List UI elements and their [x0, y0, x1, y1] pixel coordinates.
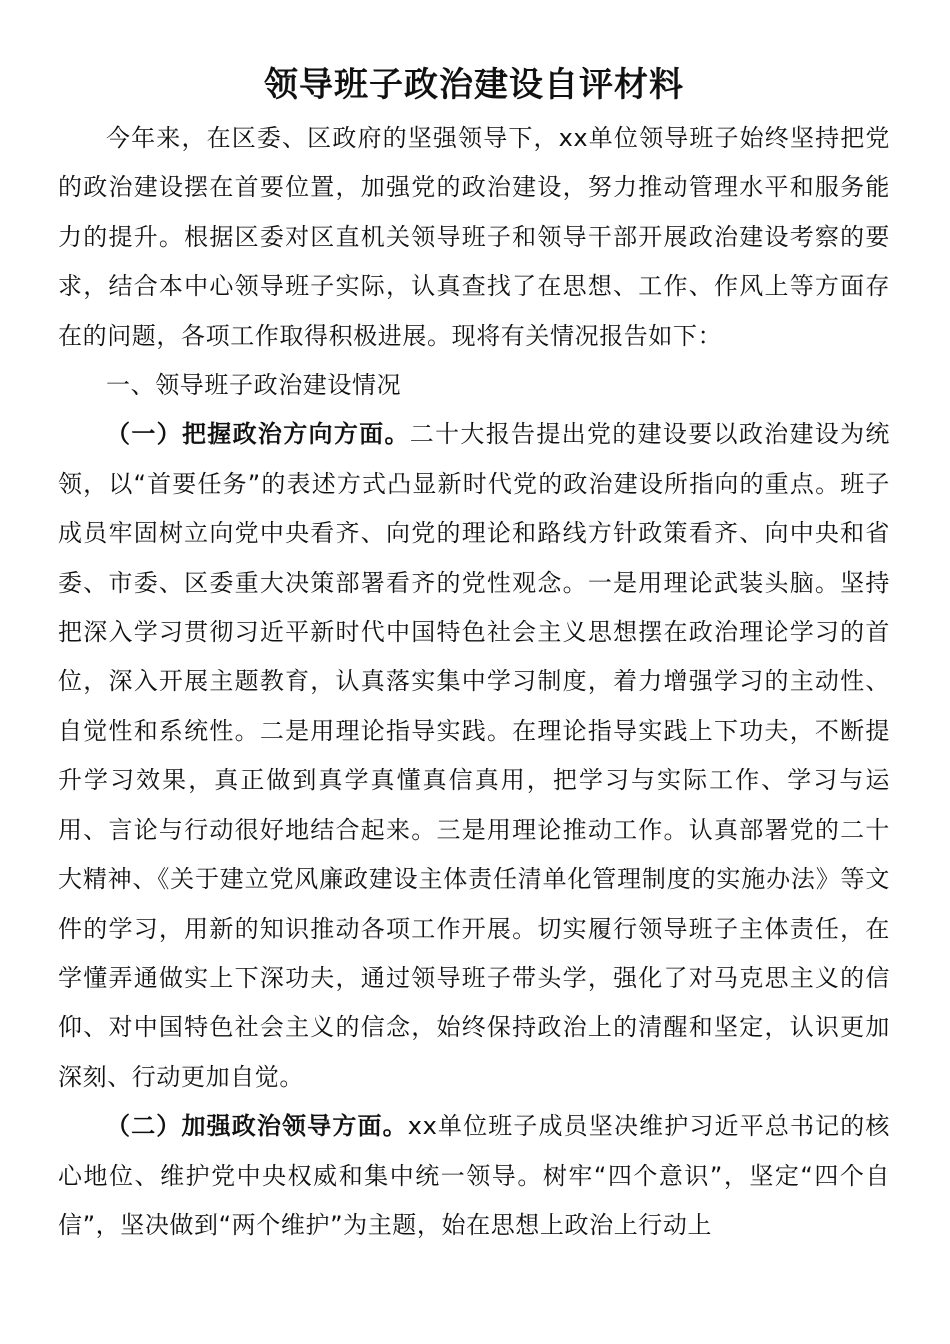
item-2-lead: （二）加强政治领导方面。: [106, 1112, 408, 1141]
document-title: 领导班子政治建设自评材料: [264, 65, 684, 105]
item-1-body: 二十大报告提出党的建设要以政治建设为统领，以“首要任务”的表述方式凸显新时代党的政治建设所指向的重点。班子成员牢固树立向党中央看齐、向党的理论和路线方针政策看齐、向中央和省委、市委、区委重大决策部署看齐的党性观念。一是用理论武装头脑。坚持把深入学习贯彻习近平新时代中国特色社会主义思想摆在政治理论学习的首位，深入开展主题教育，认真落实集中学习制度，着力增强学习的主动性、自觉性和系统性。二是用理论指导实践。在理论指导实践上下功夫，不断提升学习效果，真正做到真学真懂真信真用，把学习与实际工作、学习与运用、言论与行动很好地结合起来。三是用理论推动工作。认真部署党的二十大精神、《关于建立党风廉政建设主体责任清单化管理制度的实施办法》等文件的学习，用新的知识推动各项工作开展。切实履行领导班子主体责任，在学懂弄通做实上下深功夫，通过领导班子带头学，强化了对马克思主义的信仰、对中国特色社会主义的信念，始终保持政治上的清醒和坚定，认识更加深刻、行动更加自觉。: [58, 420, 890, 1091]
intro-paragraph: 今年来，在区委、区政府的坚强领导下，xx单位领导班子始终坚持把党的政治建设摆在首要位置，加强党的政治建设，努力推动管理水平和服务能力的提升。根据区委对区直机关领导班子和领导干部开展政治建设考察的要求，结合本中心领导班子实际，认真查找了在思想、工作、作风上等方面存在的问题，各项工作取得积极进展。现将有关情况报告如下：: [58, 124, 890, 350]
document-page: [58, 60, 890, 1250]
section-heading: 一、领导班子政治建设情况: [106, 371, 402, 400]
item-1-lead: （一）把握政治方向方面。: [106, 420, 410, 449]
item-1-paragraph: [58, 410, 890, 1102]
item-2-body: xx单位班子成员坚决维护习近平总书记的核心地位、维护党中央权威和集中统一领导。树牢“四个意识”，坚定“四个自信”，坚决做到“两个维护”为主题，始在思想上政治上行动上: [58, 1112, 891, 1239]
item-2-paragraph: [58, 1102, 890, 1250]
